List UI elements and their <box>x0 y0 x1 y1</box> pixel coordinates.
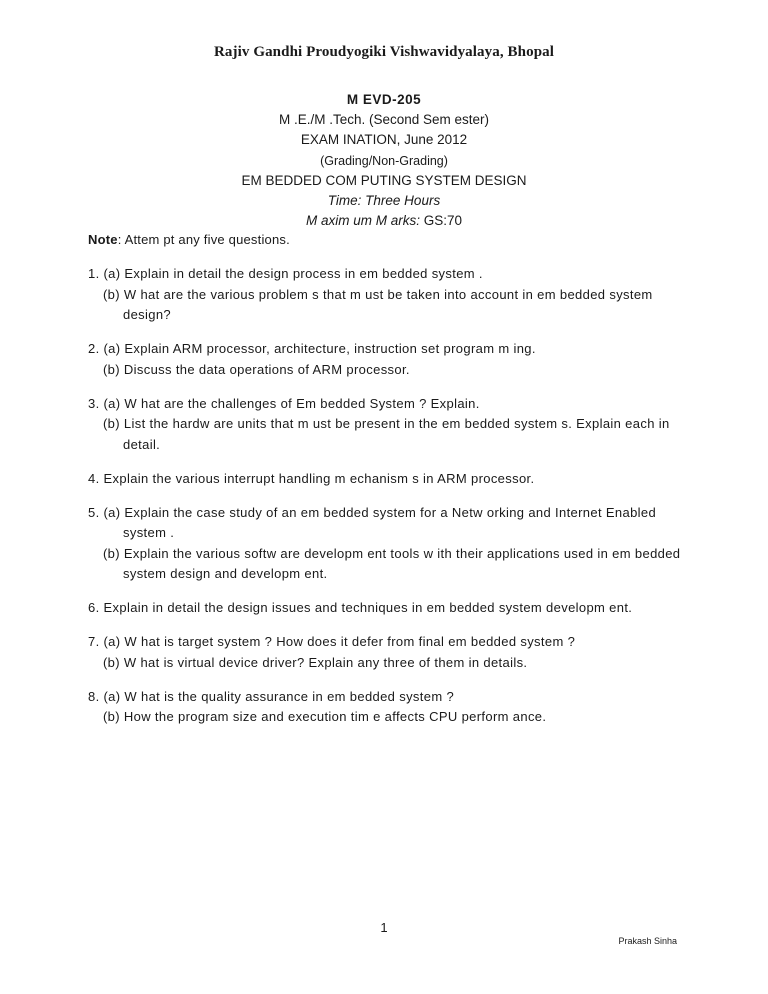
question-line: (b) How the program size and execution tim e affects CPU perform ance. <box>103 709 547 724</box>
note-text: : Attem pt any five questions. <box>117 232 290 247</box>
question-line: (b) Discuss the data operations of ARM processor. <box>103 361 410 377</box>
question-item <box>88 264 688 326</box>
marks-line <box>0 211 768 231</box>
question-line: 7. (a) W hat is target system ? How does it defer from final em bedded system ? <box>88 634 576 649</box>
question-line: 6. Explain in detail the design issues and techniques in em bedded system developm ent. <box>88 600 633 615</box>
question-item <box>88 503 688 585</box>
question-line: system . <box>123 525 175 540</box>
marks-value: GS:70 <box>419 213 463 229</box>
question-line: 4. Explain the various interrupt handling m echanism s in ARM processor. <box>88 470 535 486</box>
exam-header <box>0 90 768 231</box>
question-line: 3. (a) W hat are the challenges of Em bedded System ? Explain. <box>88 395 480 411</box>
course-code: M EVD-205 <box>346 92 422 107</box>
question-line: 8. (a) W hat is the quality assurance in em bedded system ? <box>88 688 455 704</box>
question-item <box>88 469 688 490</box>
question-line: 2. (a) Explain ARM processor, architecture, instruction set program m ing. <box>88 341 536 356</box>
note-label: Note <box>88 232 118 247</box>
question-item <box>88 394 688 456</box>
page-number: 1 <box>380 920 388 935</box>
exam-line: EXAM INATION, June 2012 <box>300 132 468 148</box>
author-credit: Prakash Sinha <box>618 936 677 946</box>
question-line: (b) List the hardw are units that m ust be present in the em bedded system s. Explain each in <box>103 416 670 431</box>
question-item <box>88 598 688 619</box>
time-line: Time: Three Hours <box>327 193 441 209</box>
exam-note <box>88 232 290 247</box>
question-line: (b) Explain the various softw are developm ent tools w ith their applications used in em bedded <box>103 545 681 561</box>
question-line: 1. (a) Explain in detail the design process in em bedded system . <box>88 266 483 281</box>
question-line: 5. (a) Explain the case study of an em bedded system for a Netw orking and Internet Enabled <box>88 504 657 520</box>
subject-title: EM BEDDED COM PUTING SYSTEM DESIGN <box>241 172 527 188</box>
question-list <box>88 264 688 741</box>
question-item <box>88 632 688 673</box>
marks-label: M axim um M arks: <box>305 213 420 229</box>
question-line: (b) W hat is virtual device driver? Explain any three of them in details. <box>103 654 528 670</box>
program-line: M .E./M .Tech. (Second Sem ester) <box>278 112 490 128</box>
university-name: Rajiv Gandhi Proudyogiki Vishwavidyalaya, Bhopal <box>213 44 555 60</box>
question-line: system design and developm ent. <box>123 566 328 581</box>
question-line: (b) W hat are the various problem s that m ust be taken into account in em bedded system <box>103 286 653 302</box>
grading-line: (Grading/Non-Grading) <box>320 153 448 168</box>
question-item <box>88 339 688 380</box>
question-line: design? <box>123 307 171 322</box>
question-line: detail. <box>123 436 161 452</box>
question-item <box>88 687 688 728</box>
